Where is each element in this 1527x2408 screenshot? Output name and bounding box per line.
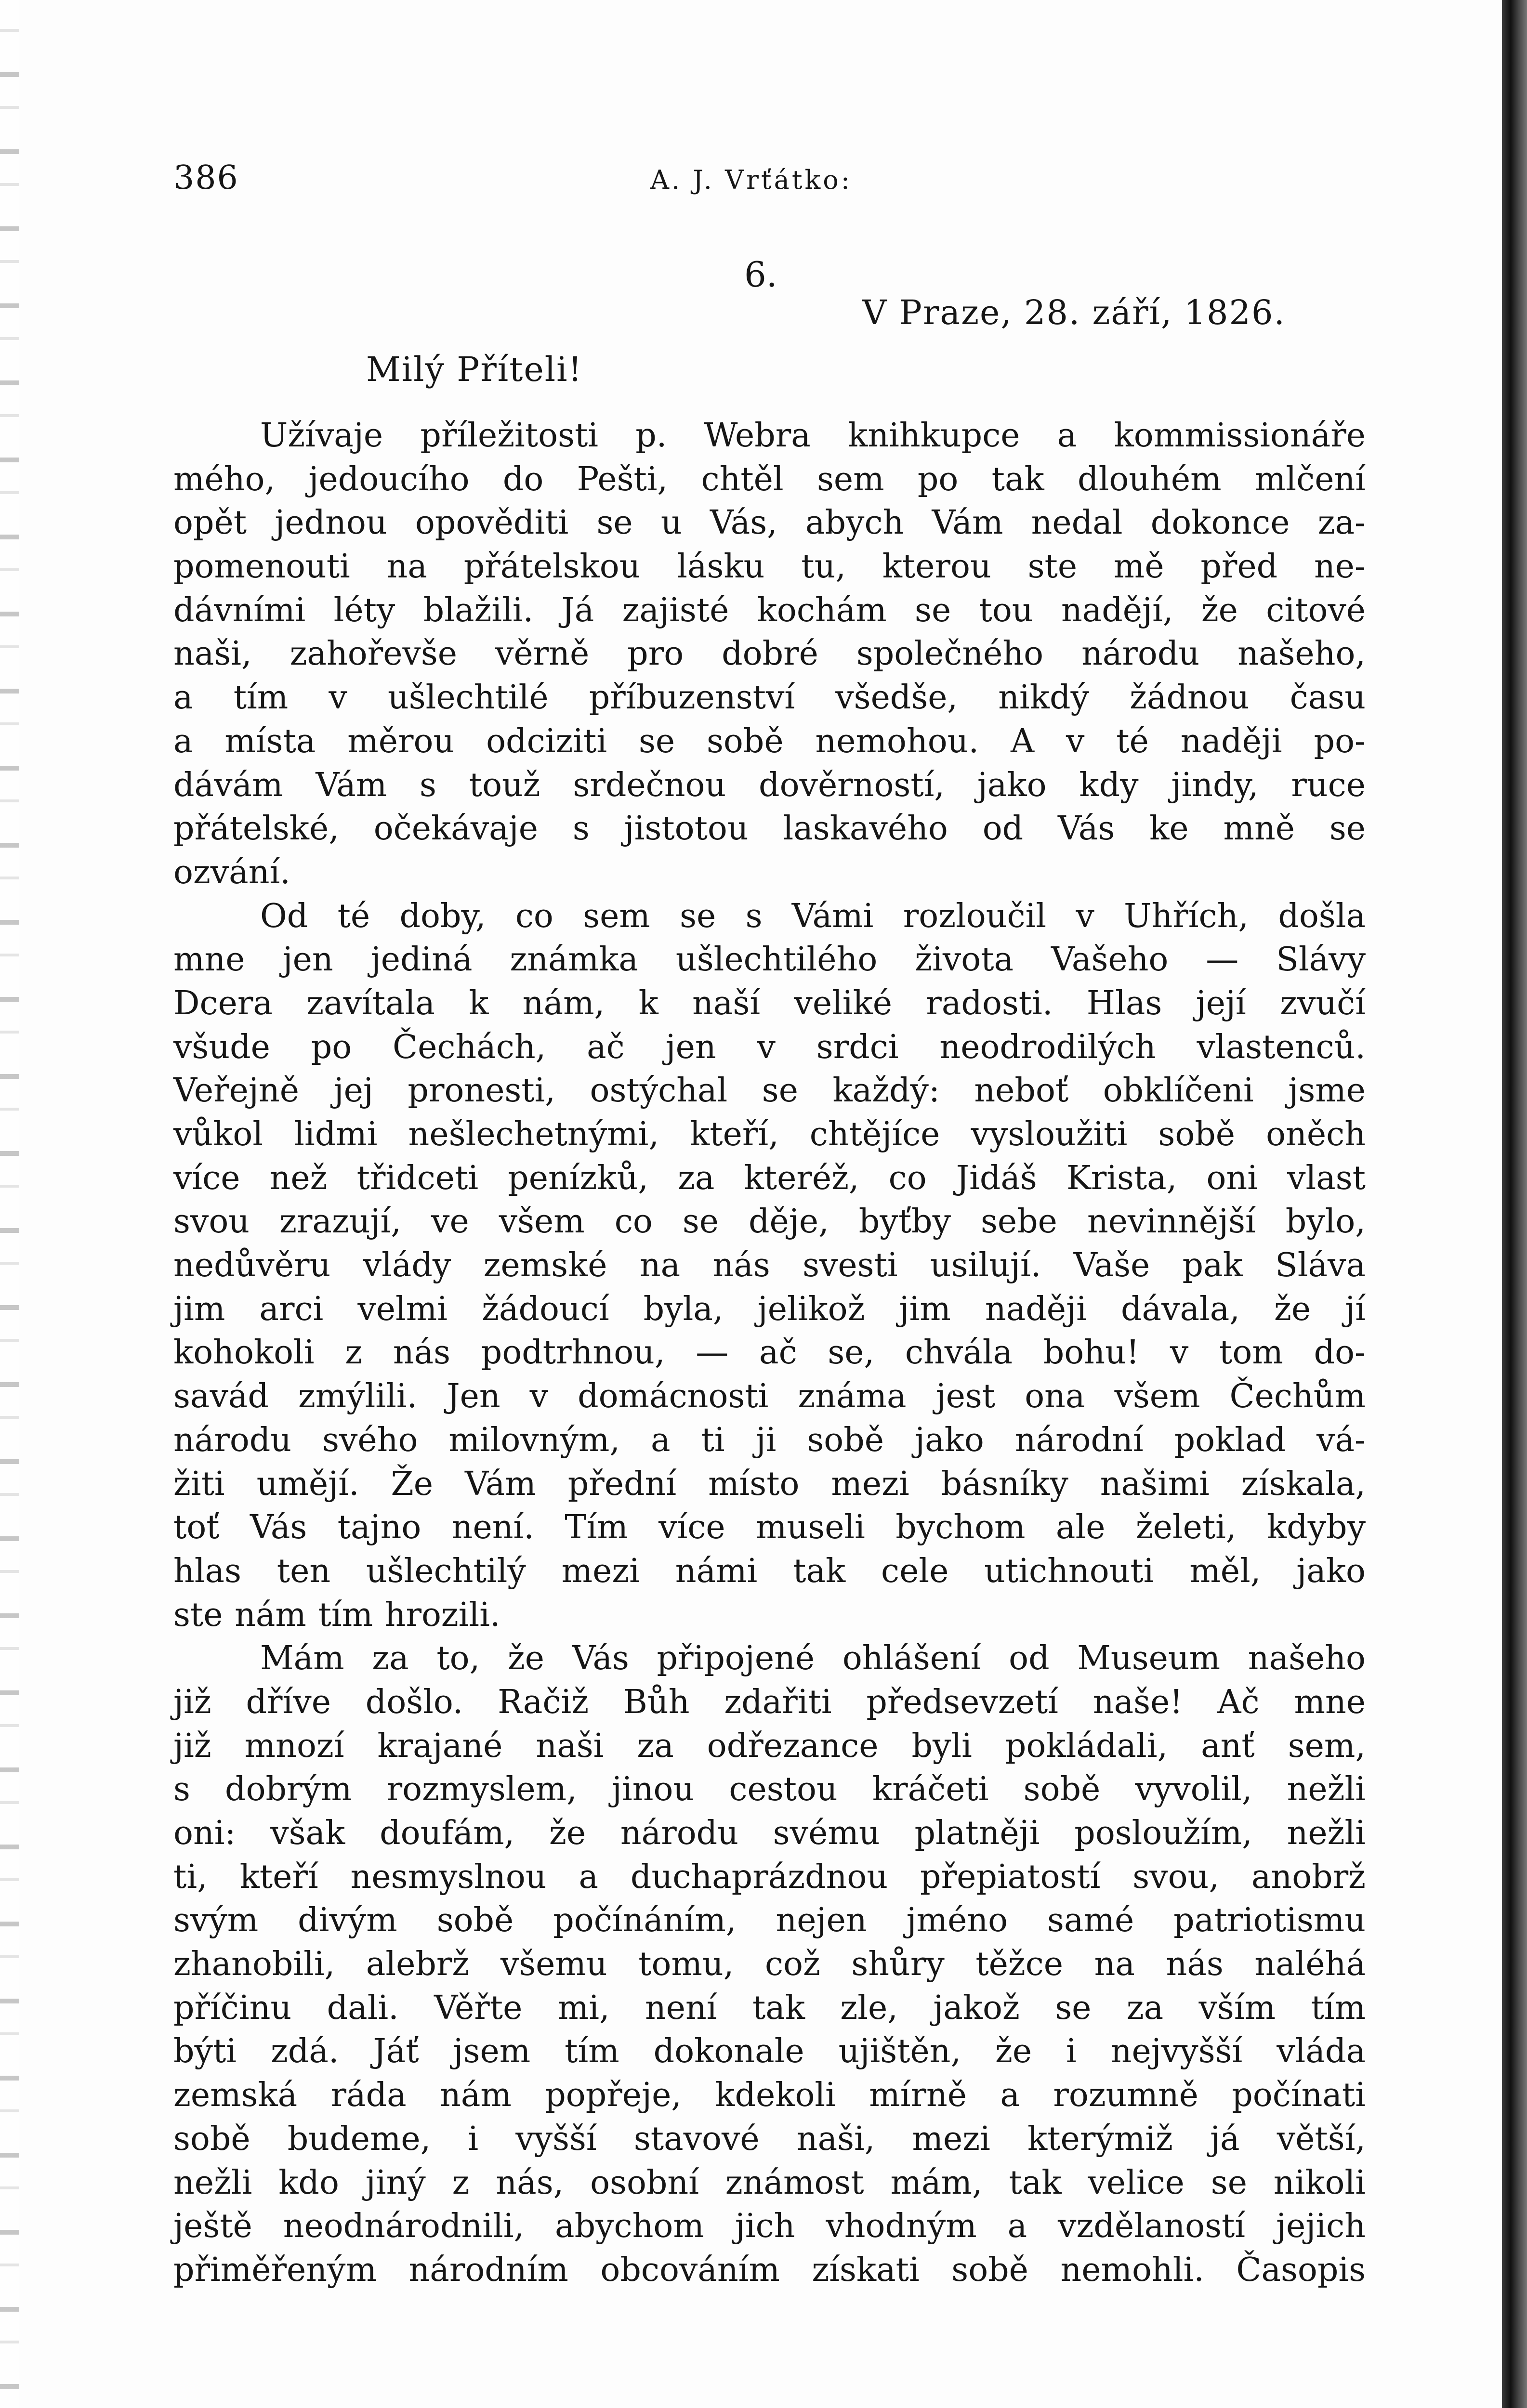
text-line: příčinu dali. Věřte mi, není tak zle, jakož se za vším tím [173, 1989, 1366, 2027]
text-line: a místa měrou odciziti se sobě nemohou. A v té naději po- [173, 722, 1366, 760]
running-head: A. J. Vrťátko: [650, 165, 852, 195]
text-line: s dobrým rozmyslem, jinou cestou kráčeti sobě vyvolil, nežli [173, 1770, 1366, 1809]
text-line: žiti umějí. Že Vám přední místo mezi básníky našimi získala, [173, 1465, 1366, 1503]
text-line: dávám Vám s touž srdečnou dověrností, jako kdy jindy, ruce [173, 766, 1366, 804]
text-line: zhanobili, alebrž všemu tomu, což shůry těžce na nás naléhá [173, 1945, 1366, 1984]
text-line: mého, jedoucího do Pešti, chtěl sem po tak dlouhém mlčení [173, 460, 1366, 498]
salutation: Milý Příteli! [366, 350, 583, 389]
text-line: národu svého milovným, a ti ji sobě jako národní poklad vá- [173, 1421, 1366, 1459]
text-line: přiměřeným národním obcováním získati sobě nemohli. Časopis [173, 2251, 1366, 2289]
text-line: ozvání. [173, 853, 290, 891]
scan-left-edge [0, 0, 19, 2408]
text-line: ti, kteří nesmyslnou a duchaprázdnou přepiatostí svou, anobrž [173, 1858, 1366, 1896]
text-line: Užívaje příležitosti p. Webra knihkupce a kommissionáře [260, 417, 1366, 455]
text-line: všude po Čechách, ač jen v srdci neodrodilých vlastenců. [173, 1028, 1366, 1066]
text-line: opět jednou opověditi se u Vás, abych Vám nedal dokonce za- [173, 504, 1366, 542]
text-line: Od té doby, co sem se s Vámi rozloučil v Uhřích, došla [260, 897, 1366, 935]
text-line: kohokoli z nás podtrhnou, — ač se, chvála bohu! v tom do- [173, 1334, 1366, 1372]
text-line: savád zmýlili. Jen v domácnosti známa jest ona všem Čechům [173, 1377, 1366, 1416]
text-line: Dcera zavítala k nám, k naší veliké radosti. Hlas její zvučí [173, 984, 1366, 1022]
dateline: V Praze, 28. září, 1826. [862, 293, 1286, 332]
text-line: hlas ten ušlechtilý mezi námi tak cele utichnouti měl, jako [173, 1552, 1366, 1590]
text-line: již mnozí krajané naši za odřezance byli pokládali, anť sem, [173, 1727, 1366, 1765]
letter-number: 6. [744, 254, 777, 295]
text-line: jim arci velmi žádoucí byla, jelikož jim naději dávala, že jí [173, 1290, 1366, 1328]
text-line: nežli kdo jiný z nás, osobní známost mám, tak velice se nikoli [173, 2163, 1366, 2202]
text-line: ještě neodnárodnili, abychom jich vhodným a vzdělaností jejich [173, 2207, 1366, 2246]
text-line: ste nám tím hrozili. [173, 1596, 500, 1634]
text-line: a tím v ušlechtilé příbuzenství všedše, nikdý žádnou času [173, 679, 1366, 717]
text-line: Mám za to, že Vás připojené ohlášení od Museum našeho [260, 1639, 1366, 1678]
text-line: mne jen jediná známka ušlechtilého života Vašeho — Slávy [173, 941, 1366, 979]
text-line: svou zrazují, ve všem co se děje, byťby sebe nevinnější bylo, [173, 1203, 1366, 1241]
text-line: býti zdá. Jáť jsem tím dokonale ujištěn, že i nejvyšší vláda [173, 2032, 1366, 2071]
scan-right-edge [1502, 0, 1527, 2408]
text-line: naši, zahořevše věrně pro dobré společného národu našeho, [173, 635, 1366, 673]
text-line: sobě budeme, i vyšší stavové naši, mezi kterýmiž já větší, [173, 2120, 1366, 2158]
text-line: dávními léty blažili. Já zajisté kochám se tou nadějí, že citové [173, 591, 1366, 629]
text-line: nedůvěru vlády zemské na nás svesti usilují. Vaše pak Sláva [173, 1246, 1366, 1285]
text-line: vůkol lidmi nešlechetnými, kteří, chtějíce vysloužiti sobě oněch [173, 1115, 1366, 1153]
text-line: již dříve došlo. Račiž Bůh zdařiti předsevzetí naše! Ač mne [173, 1683, 1366, 1721]
text-line: Veřejně jej pronesti, ostýchal se každý: neboť obklíčeni jsme [173, 1072, 1366, 1110]
text-line: oni: však doufám, že národu svému platněji posloužím, nežli [173, 1814, 1366, 1852]
text-line: svým divým sobě počínáním, nejen jméno samé patriotismu [173, 1901, 1366, 1940]
text-line: zemská ráda nám popřeje, kdekoli mírně a rozumně počínati [173, 2076, 1366, 2115]
page-number: 386 [173, 159, 239, 197]
text-line: více než třidceti penízků, za kteréž, co Jidáš Krista, oni vlast [173, 1159, 1366, 1197]
letter-body [173, 414, 1366, 2292]
text-line: toť Vás tajno není. Tím více museli bychom ale želeti, kdyby [173, 1508, 1366, 1547]
text-line: pomenouti na přátelskou lásku tu, kterou ste mě před ne- [173, 548, 1366, 586]
text-line: přátelské, očekávaje s jistotou laskavého od Vás ke mně se [173, 810, 1366, 848]
page-header [173, 159, 896, 212]
